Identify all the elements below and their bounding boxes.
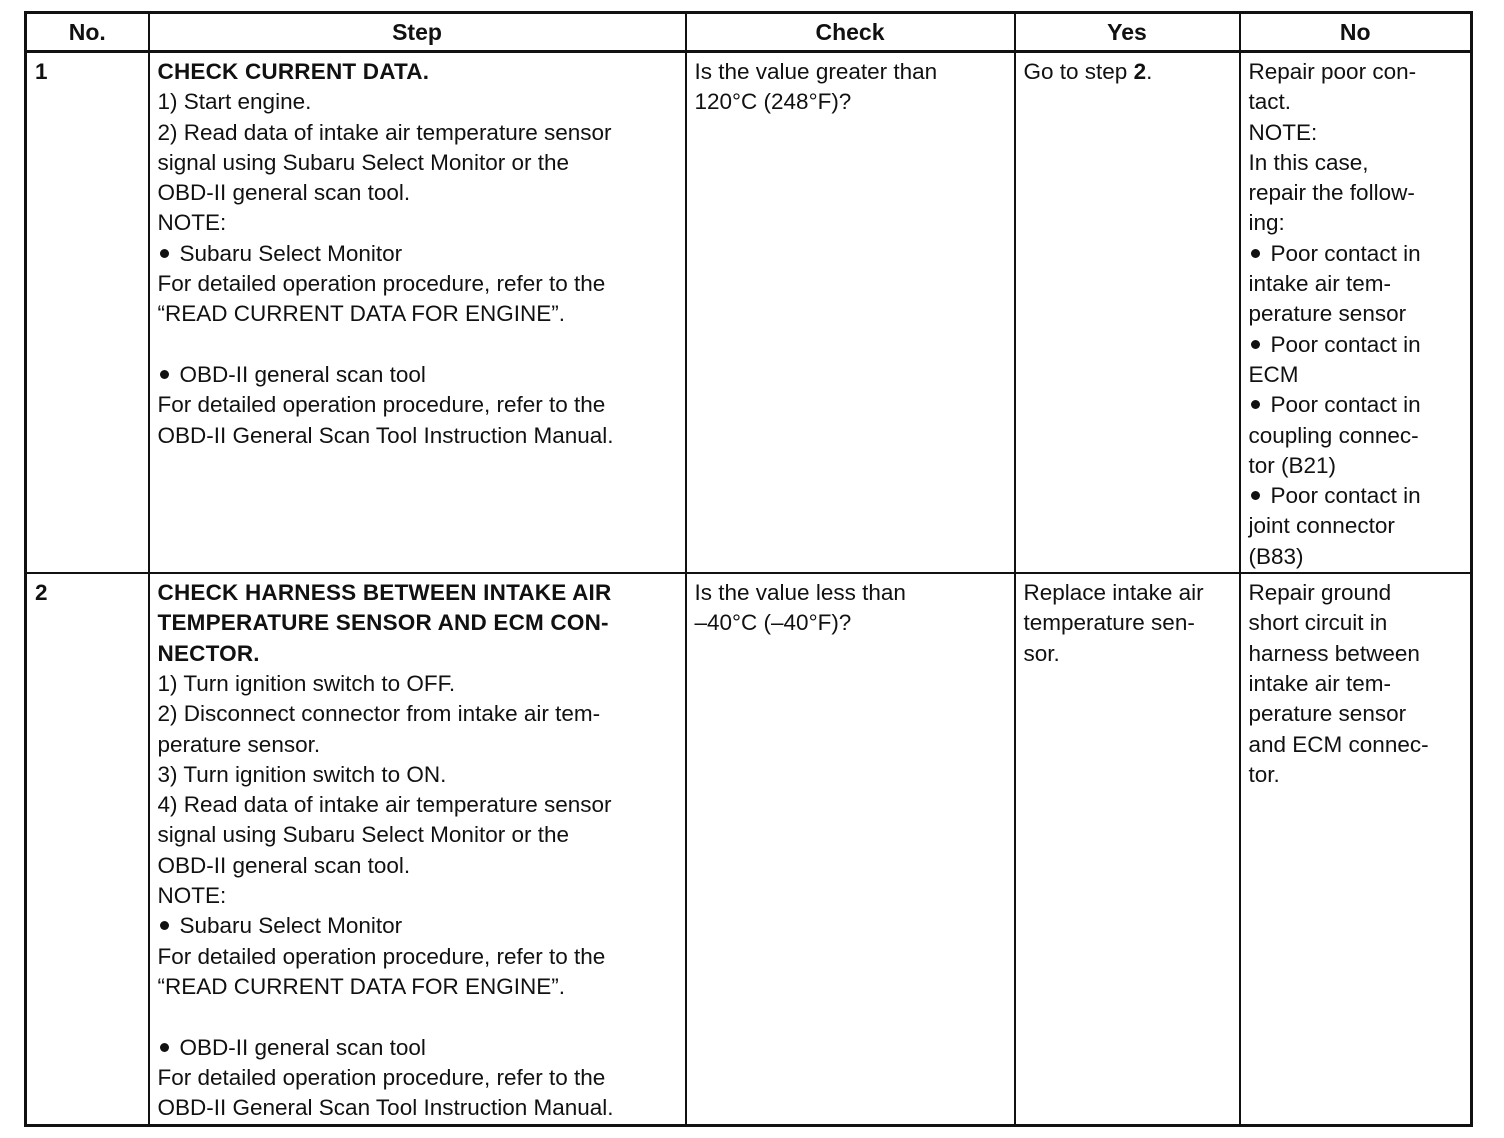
step-line: 3) Turn ignition switch to ON. — [157, 761, 447, 787]
step-line: OBD-II general scan tool. — [157, 180, 411, 206]
bullet-item: Poor contact in — [1249, 390, 1465, 420]
no-line: intake air tem- — [1248, 670, 1392, 696]
check-line: Is the value less than — [694, 580, 906, 606]
no-line: tor (B21) — [1248, 452, 1337, 478]
check-cell — [686, 52, 1015, 574]
bullet-icon — [1251, 491, 1260, 500]
no-line: short circuit in — [1248, 610, 1388, 636]
step-line: signal using Subaru Select Monitor or the — [157, 149, 569, 175]
check-cell — [686, 573, 1015, 1125]
step-title: CHECK CURRENT DATA. — [157, 59, 430, 84]
step-title: NECTOR. — [157, 640, 260, 666]
note-label: NOTE: — [1248, 119, 1318, 145]
bullet-icon — [1251, 340, 1260, 349]
note-label: NOTE: — [157, 210, 227, 236]
check-line: Is the value greater than — [694, 59, 938, 84]
bullet-item: Poor contact in — [1249, 239, 1465, 269]
header-no-action: No — [1240, 13, 1472, 52]
note-label: NOTE: — [157, 883, 227, 909]
yes-cell — [1015, 52, 1240, 574]
table-row — [26, 52, 1472, 574]
no-line: Repair ground — [1248, 580, 1392, 606]
yes-cell — [1015, 573, 1240, 1125]
step-line: For detailed operation procedure, refer to the — [157, 392, 606, 418]
step-line: OBD-II General Scan Tool Instruction Manual. — [157, 422, 614, 448]
step-line: OBD-II general scan tool. — [157, 852, 411, 878]
step-line: signal using Subaru Select Monitor or the — [157, 822, 569, 848]
step-line: For detailed operation procedure, refer to the — [157, 271, 606, 297]
yes-line: Go to step 2. — [1023, 59, 1153, 84]
step-reference: 2 — [1133, 59, 1147, 84]
row-number: 1 — [26, 52, 149, 574]
spacer — [158, 330, 679, 360]
bullet-item: Subaru Select Monitor — [158, 911, 679, 941]
no-cell — [1240, 52, 1472, 574]
no-line: Repair poor con- — [1248, 59, 1417, 84]
bullet-item: OBD-II general scan tool — [158, 1033, 679, 1063]
no-line: ing: — [1248, 210, 1285, 236]
no-line: (B83) — [1248, 543, 1304, 569]
yes-line: Replace intake air — [1023, 580, 1204, 606]
no-line: intake air tem- — [1248, 271, 1392, 297]
step-line: For detailed operation procedure, refer to the — [157, 943, 606, 969]
no-line: coupling connec- — [1248, 422, 1419, 448]
no-line: tact. — [1248, 89, 1292, 115]
header-yes: Yes — [1015, 13, 1240, 52]
step-title: TEMPERATURE SENSOR AND ECM CON- — [157, 610, 609, 636]
no-line: In this case, — [1248, 149, 1369, 175]
spacer — [158, 1002, 679, 1032]
step-line: 4) Read data of intake air temperature sensor — [157, 792, 612, 818]
yes-line: temperature sen- — [1023, 610, 1195, 636]
header-check: Check — [686, 13, 1015, 52]
bullet-item: Poor contact in — [1249, 330, 1465, 360]
check-line: –40°C (–40°F)? — [694, 610, 852, 636]
bullet-item: Subaru Select Monitor — [158, 239, 679, 269]
table-row — [26, 573, 1472, 1125]
bullet-icon — [160, 1043, 169, 1052]
bullet-icon — [160, 921, 169, 930]
step-line: “READ CURRENT DATA FOR ENGINE”. — [157, 973, 566, 999]
bullet-item: OBD-II general scan tool — [158, 360, 679, 390]
step-line: 1) Start engine. — [157, 89, 312, 115]
no-line: repair the follow- — [1248, 180, 1415, 206]
step-line: 1) Turn ignition switch to OFF. — [157, 670, 456, 696]
no-cell — [1240, 573, 1472, 1125]
bullet-icon — [1251, 400, 1260, 409]
step-title: CHECK HARNESS BETWEEN INTAKE AIR — [157, 580, 612, 606]
header-no: No. — [26, 13, 149, 52]
bullet-icon — [160, 249, 169, 258]
step-line: “READ CURRENT DATA FOR ENGINE”. — [157, 301, 566, 327]
yes-line: sor. — [1023, 640, 1060, 666]
step-line: 2) Read data of intake air temperature sensor — [157, 119, 612, 145]
step-cell — [149, 52, 686, 574]
step-line: perature sensor. — [157, 731, 321, 757]
step-line: 2) Disconnect connector from intake air tem- — [157, 701, 601, 727]
step-cell — [149, 573, 686, 1125]
bullet-icon — [1251, 249, 1260, 258]
no-line: perature sensor — [1248, 301, 1407, 327]
no-line: perature sensor — [1248, 701, 1407, 727]
no-line: ECM — [1248, 361, 1299, 387]
bullet-icon — [160, 370, 169, 379]
header-row — [26, 13, 1472, 52]
check-line: 120°C (248°F)? — [694, 89, 852, 115]
bullet-item: Poor contact in — [1249, 481, 1465, 511]
no-line: joint connector — [1248, 513, 1395, 539]
step-line: For detailed operation procedure, refer to the — [157, 1064, 606, 1090]
diagnostic-procedure-table — [24, 11, 1473, 1127]
row-number: 2 — [26, 573, 149, 1125]
header-step: Step — [149, 13, 686, 52]
no-line: and ECM connec- — [1248, 731, 1429, 757]
no-line: tor. — [1248, 761, 1280, 787]
no-line: harness between — [1248, 640, 1420, 666]
step-line: OBD-II General Scan Tool Instruction Manual. — [157, 1095, 614, 1121]
